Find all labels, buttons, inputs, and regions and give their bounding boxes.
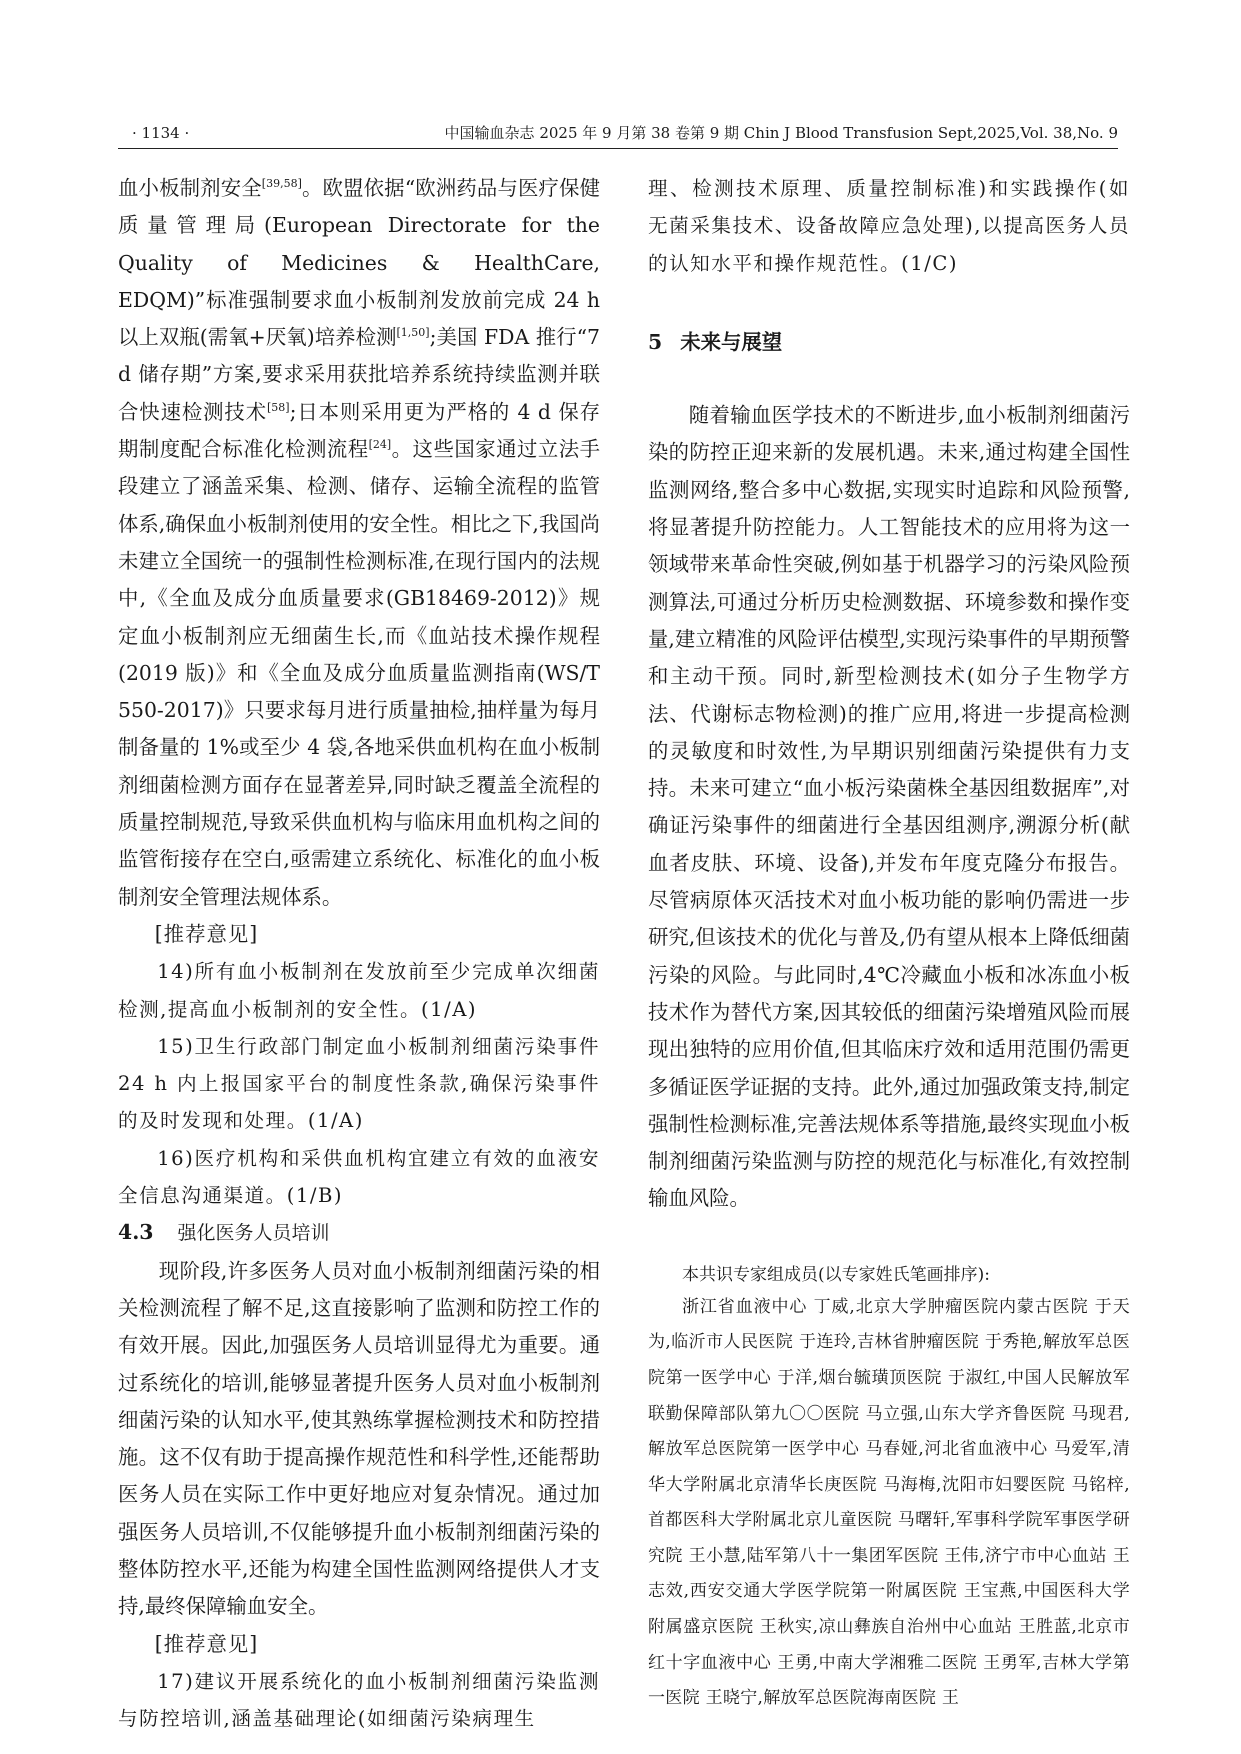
section-heading-4-3: 4.3 强化医务人员培训 — [118, 1220, 330, 1245]
section-heading-5: 5 未来与展望 — [648, 329, 783, 354]
citation-ref: [58] — [266, 400, 290, 414]
citation-ref: [39,58] — [261, 177, 302, 191]
citation-ref: [1,50] — [396, 326, 430, 340]
paragraph-outlook: 随着输血医学技术的不断进步,血小板制剂细菌污染的防控正迎来新的发展机遇。未来,通过构建全国性监测网络,整合多中心数据,实现实时追踪和风险预警,将显著提升防控能力。人工智能技术的应用将为这一领域带来革命性突破,例如基于机器学习的污染风险预测算法,可通过分析历史检测数据、环境参数和操作变量,建立精准的风险评估模型,实现污染事件的早期预警和主动干预。同时,新型检测技术(如分子生物学方法、代谢标志物检测)的推广应用,将进一步提高检测的灵敏度和时效性,为早期识别细菌污染提供有力支持。未来可建立“血小板污染菌株全基因组数据库”,对确证污染事件的细菌进行全基因组测序,溯源分析(献血者皮肤、环境、设备),并发布年度克隆分布报告。尽管病原体灭活技术对血小板功能的影响仍需进一步研究,但该技术的优化与普及,仍有望从根本上降低细菌污染的风险。与此同时,4℃冷藏血小板和冰冻血小板技术作为替代方案,因其较低的细菌污染增殖风险而展现出独特的应用价值,但其临床疗效和适用范围仍需更多循证医学证据的支持。此外,通过加强政策支持,制定强制性检测标准,完善法规体系等措施,最终实现血小板制剂细菌污染监测与防控的规范化与标准化,有效控制输血风险。 — [648, 403, 1130, 1211]
journal-citation: 中国输血杂志 2025 年 9 月第 38 卷第 9 期 Chin J Blood Transfusion Sept,2025,Vol. 38,No. 9 — [444, 124, 1118, 142]
paragraph-regulations: 血小板制剂安全[39,58]。欧盟依据“欧洲药品与医疗保健质量管理局(European Directorate for the Quality of Medicines & HealthCare, EDQM)”标准强制要求血小板制剂发放前完成 24 h 以上双瓶(需氧+厌氧)培养检测[1,50];美国 FDA 推行“7 d 储存期”方案,要求采用获批培养系统持续监测并联合快速检测技术[58];日本则采用更为严格的 4 d 保存期制度配合标准化检测流程[24]。这些国家通过立法手段建立了涵盖采集、检测、储存、运输全流程的监管体系,确保血小板制剂使用的安全性。相比之下,我国尚未建立全国统一的强制性检测标准,在现行国内的法规中,《全血及成分血质量要求(GB18469-2012)》规定血小板制剂应无细菌生长,而《血站技术操作规程(2019 版)》和《全血及成分血质量监测指南(WS/T 550-2017)》只要求每月进行质量抽检,抽样量为每月制备量的 1%或至少 4 袋,各地采供血机构在血小板制剂细菌检测方面存在显著差异,同时缺乏覆盖全流程的质量控制规范,导致采供血机构与临床用血机构之间的监管衔接存在空白,亟需建立系统化、标准化的血小板制剂安全管理法规体系。 — [118, 176, 601, 909]
recommendation-heading: [推荐意见] — [154, 921, 259, 946]
recommendation-17-continued: 理、检测技术原理、质量控制标准)和实践操作(如无菌采集技术、设备故障应急处理),以提高医务人员的认知水平和操作规范性。(1/C) — [648, 177, 1130, 275]
recommendation-heading: [推荐意见] — [154, 1631, 259, 1656]
recommendation-14: 14)所有血小板制剂在发放前至少完成单次细菌检测,提高血小板制剂的安全性。(1/A) — [118, 960, 600, 1021]
expert-list: 浙江省血液中心 丁威,北京大学肿瘤医院内蒙古医院 于天为,临沂市人民医院 于连玲,吉林省肿瘤医院 于秀艳,解放军总医院第一医学中心 于洋,烟台毓璜顶医院 于淑红,中国人民解放军联勤保障部队第九〇〇医院 马立强,山东大学齐鲁医院 马现君,解放军总医院第一医学中心 马春娅,河北省血液中心 马爱军,清华大学附属北京清华长庚医院 马海梅,沈阳市妇婴医院 马铭梓,首都医科大学附属北京儿童医院 马曙轩,军事科学院军事医学研究院 王小慧,陆军第八十一集团军医院 王伟,济宁市中心血站 王志效,西安交通大学医学院第一附属医院 王宝燕,中国医科大学附属盛京医院 王秋实,凉山彝族自治州中心血站 王胜蓝,北京市红十字血液中心 王勇,中南大学湘雅二医院 王勇军,吉林大学第一医院 王晓宁,解放军总医院海南医院 王 — [648, 1296, 1130, 1709]
right-column — [648, 170, 1130, 1709]
citation-ref: [24] — [368, 438, 392, 452]
page-number: · 1134 · — [132, 124, 190, 142]
expert-list-intro: 本共识专家组成员(以专家姓氏笔画排序): — [682, 1264, 990, 1285]
recommendation-17-start: 17)建议开展系统化的血小板制剂细菌污染监测与防控培训,涵盖基础理论(如细菌污染病理生 — [118, 1669, 600, 1731]
paragraph-training: 现阶段,许多医务人员对血小板制剂细菌污染的相关检测流程了解不足,这直接影响了监测和防控工作的有效开展。因此,加强医务人员培训显得尤为重要。通过系统化的培训,能够显著提升医务人员对血小板制剂细菌污染的认知水平,使其熟练掌握检测技术和防控措施。这不仅有助于提高操作规范性和科学性,还能帮助医务人员在实际工作中更好地应对复杂情况。通过加强医务人员培训,不仅能够提升血小板制剂细菌污染的整体防控水平,还能为构建全国性监测网络提供人才支持,最终保障输血安全。 — [118, 1258, 600, 1619]
recommendation-15: 15)卫生行政部门制定血小板制剂细菌污染事件 24 h 内上报国家平台的制度性条款,确保污染事件的及时发现和处理。(1/A) — [118, 1034, 600, 1133]
left-column — [118, 170, 601, 1731]
recommendation-16: 16)医疗机构和采供血机构宜建立有效的血液安全信息沟通渠道。(1/B) — [118, 1146, 600, 1208]
running-header — [118, 118, 1118, 149]
